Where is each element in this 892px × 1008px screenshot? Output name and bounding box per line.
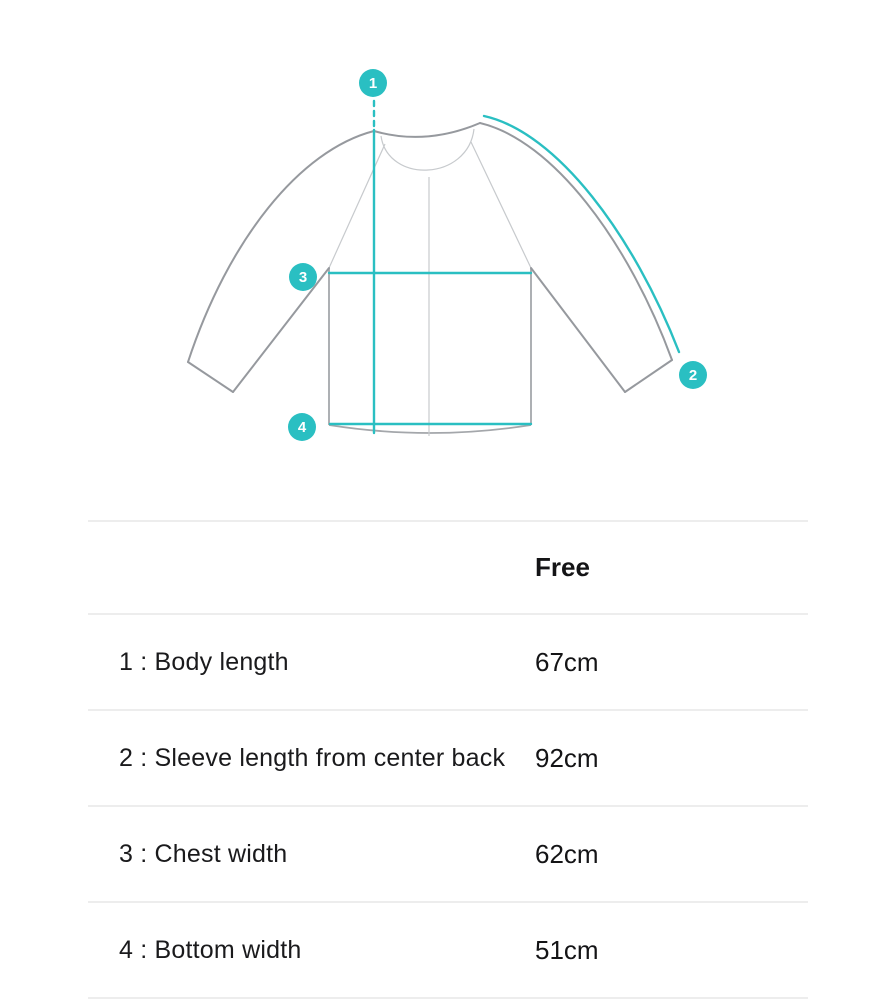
row-value: 92cm <box>535 742 599 773</box>
measurement-badge-4: 4 <box>288 413 316 441</box>
row-label: 4 : Bottom width <box>119 935 302 964</box>
row-value: 62cm <box>535 838 599 869</box>
row-label: 3 : Chest width <box>119 839 288 868</box>
shirt-sleeves-outline <box>188 123 672 392</box>
row-label: 2 : Sleeve length from center back <box>119 743 506 772</box>
row-value: 51cm <box>535 934 599 965</box>
table-row-bottom-width <box>88 903 808 999</box>
shirt-inner-seams <box>329 129 531 436</box>
row-label: 1 : Body length <box>119 647 289 676</box>
measurement-badge-2: 2 <box>679 361 707 389</box>
size-table <box>88 520 808 999</box>
row-value: 67cm <box>535 646 599 677</box>
measurement-badge-3: 3 <box>289 263 317 291</box>
column-header-free: Free <box>535 552 590 582</box>
size-table-header-row <box>88 522 808 615</box>
shirt-body-outline <box>329 268 531 433</box>
table-row-chest-width <box>88 807 808 903</box>
table-row-sleeve-length <box>88 711 808 807</box>
table-row-body-length <box>88 615 808 711</box>
sleeve-length-line <box>484 116 679 352</box>
measurement-badge-1: 1 <box>359 69 387 97</box>
